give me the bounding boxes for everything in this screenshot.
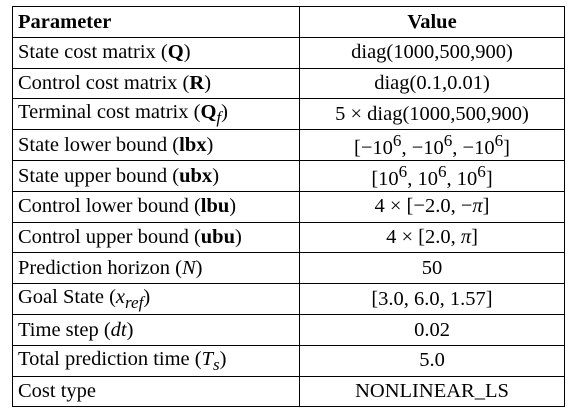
table-row [13, 99, 565, 130]
value-cell: 4 × [−2.0, −π] [300, 191, 565, 222]
value-cell: diag(0.1,0.01) [300, 68, 565, 99]
table-row [13, 345, 565, 376]
parameter-cell: State upper bound (ubx) [13, 160, 300, 191]
value-cell: [3.0, 6.0, 1.57] [300, 284, 565, 315]
parameter-cell: State lower bound (lbx) [13, 130, 300, 161]
parameter-cell: Control upper bound (ubu) [13, 222, 300, 253]
parameter-cell: Prediction horizon (N) [13, 253, 300, 284]
table-row [13, 68, 565, 99]
table-row [13, 284, 565, 315]
table-row [13, 222, 565, 253]
parameter-table [12, 6, 565, 407]
parameter-cell: Time step (dt) [13, 314, 300, 345]
value-cell: NONLINEAR_LS [300, 376, 565, 407]
table-row [13, 191, 565, 222]
value-cell: 0.02 [300, 314, 565, 345]
table-row [13, 130, 565, 161]
value-cell: diag(1000,500,900) [300, 37, 565, 68]
table-row [13, 37, 565, 68]
value-column-header: Value [300, 7, 565, 38]
parameter-cell: Cost type [13, 376, 300, 407]
parameter-cell: Total prediction time $(T_s)$ [13, 345, 300, 376]
parameter-column-header: Parameter [13, 7, 300, 38]
table-row [13, 314, 565, 345]
parameter-cell: Control cost matrix (R) [13, 68, 300, 99]
parameter-cell: State cost matrix (Q) [13, 37, 300, 68]
table-header-row [13, 7, 565, 38]
parameter-cell: Control lower bound (lbu) [13, 191, 300, 222]
parameter-cell: Goal State $(x_{ref})$ [13, 284, 300, 315]
table-row [13, 160, 565, 191]
parameter-cell: Terminal cost matrix $(Q_f)$ [13, 99, 300, 130]
value-cell: 50 [300, 253, 565, 284]
value-cell: 4 × [2.0, π] [300, 222, 565, 253]
value-cell: 5.0 [300, 345, 565, 376]
table-row [13, 376, 565, 407]
value-cell: [$-10^6$, $-10^6$, $-10^6$] [300, 130, 565, 161]
table-body [13, 37, 565, 407]
table-row [13, 253, 565, 284]
value-cell: 5 × diag(1000,500,900) [300, 99, 565, 130]
value-cell: [$10^6$, $10^6$, $10^6$] [300, 160, 565, 191]
